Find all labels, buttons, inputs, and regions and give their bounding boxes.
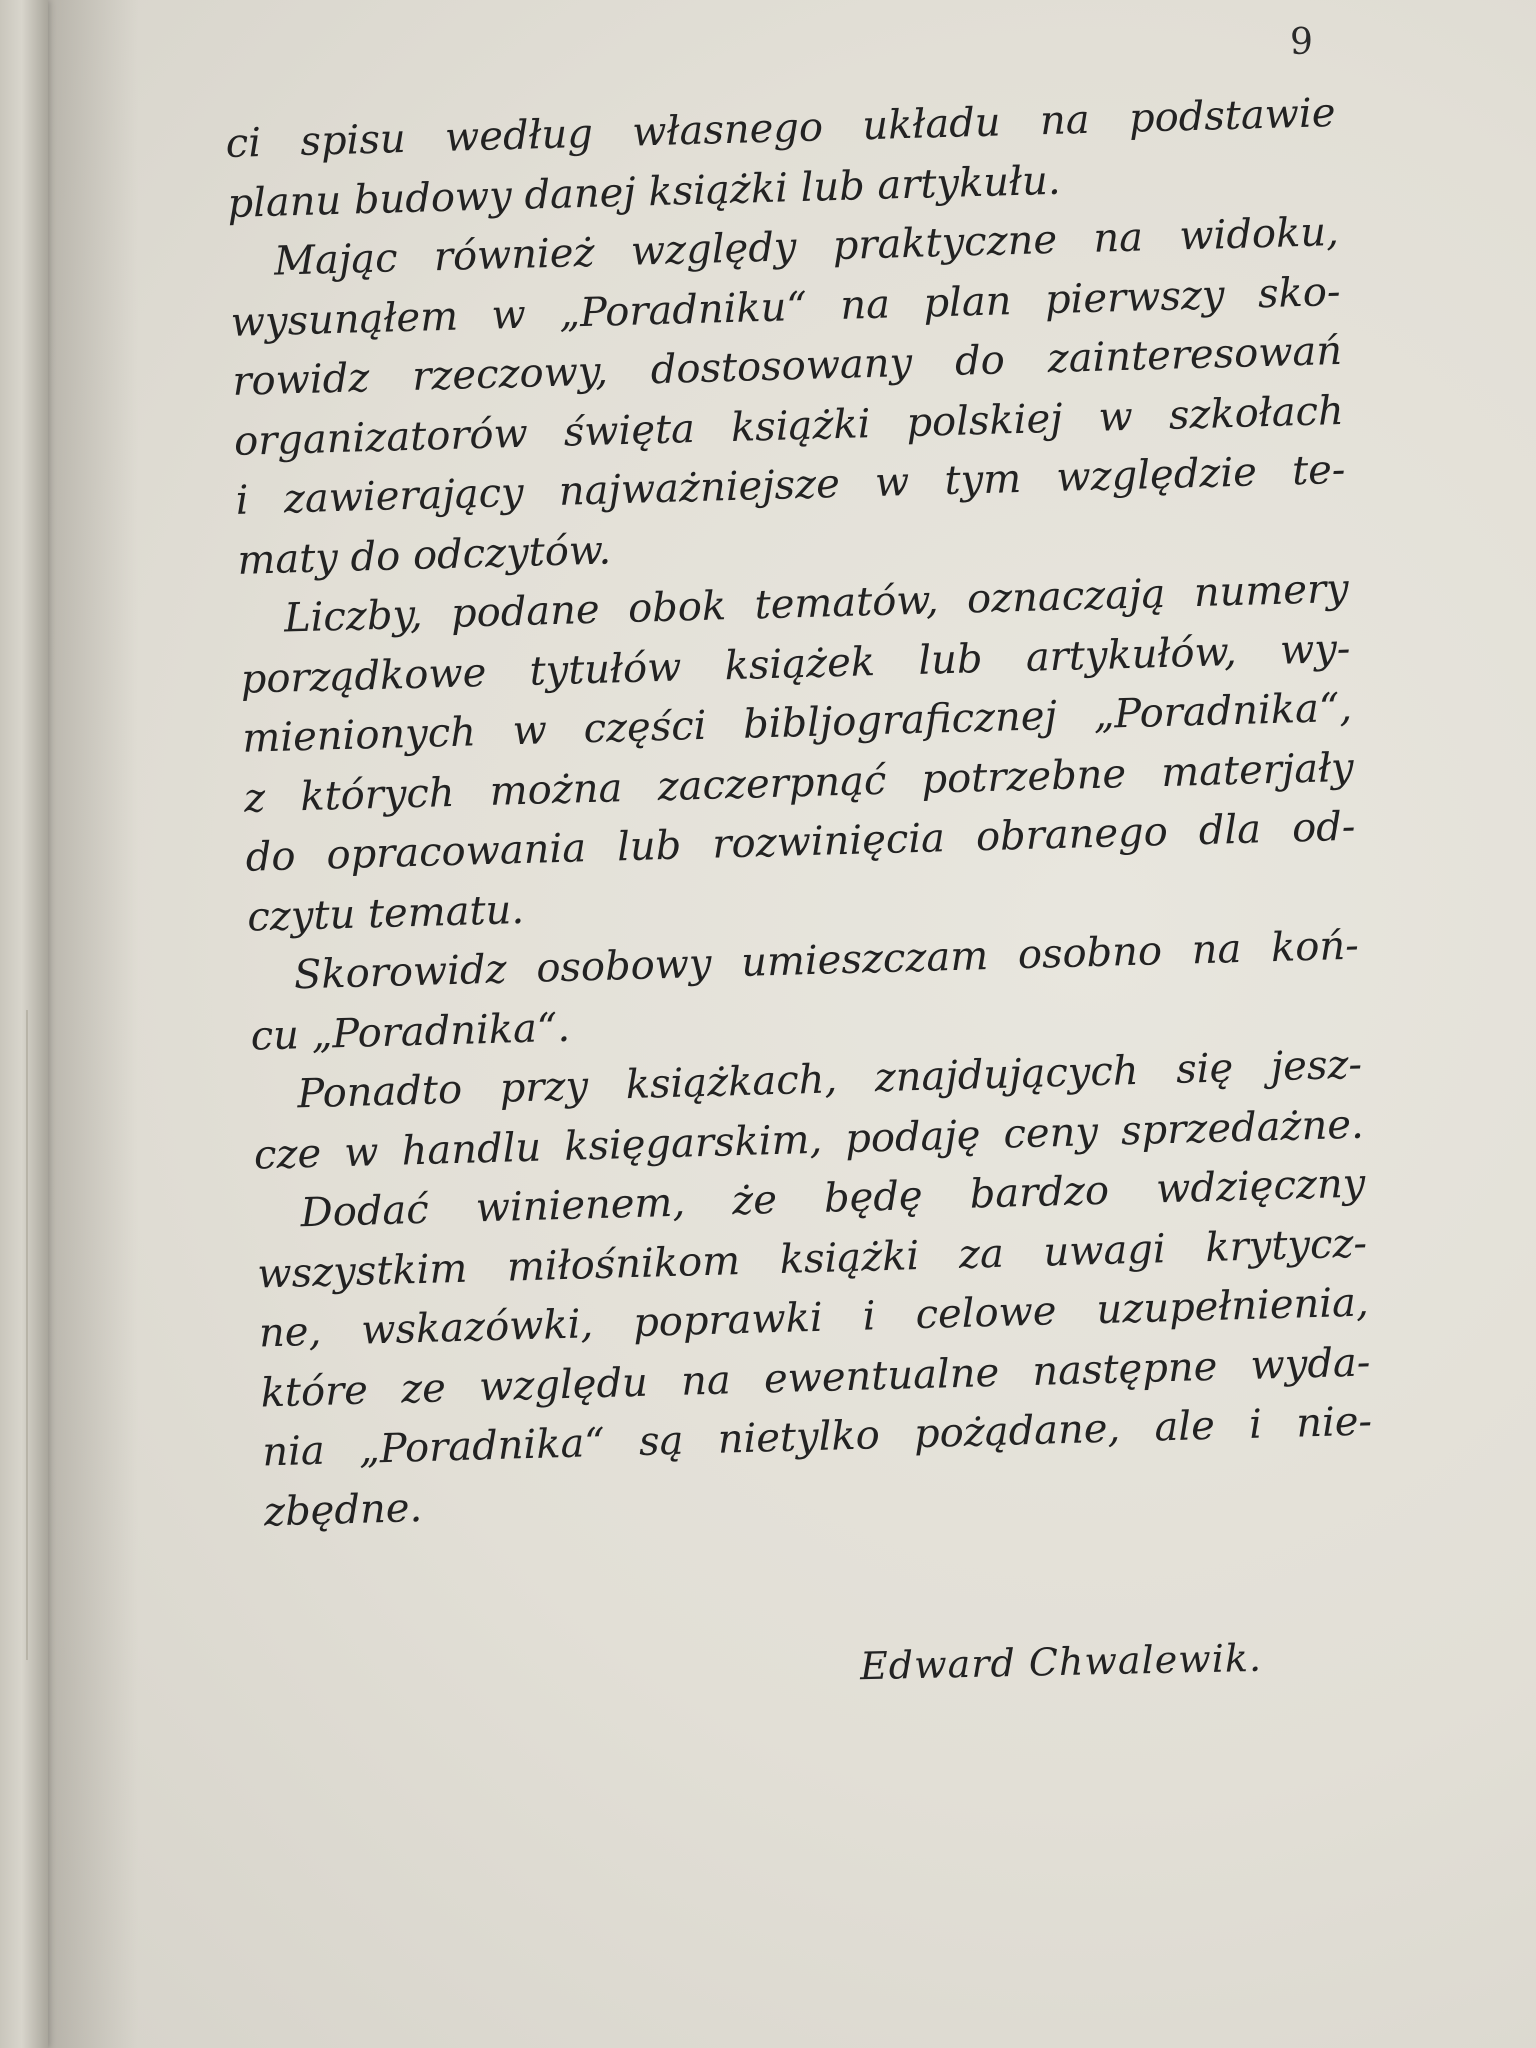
gutter-shadow	[48, 0, 138, 2048]
text-line: mienionych w części bibljograficznej „Poradnika“,	[241, 684, 1353, 762]
previous-page-edge	[0, 0, 48, 2048]
text-line: maty do odczytów.	[236, 526, 612, 584]
text-line: które ze względu na ewentualne następne wyda-	[260, 1339, 1371, 1416]
text-line: Ponadto przy książkach, znajdujących się jesz-	[296, 1041, 1363, 1118]
text-line: planu budowy danej książki lub artykułu.	[226, 157, 1062, 227]
text-line: ne, wskazówki, poprawki i celowe uzupełnienia,	[258, 1279, 1370, 1357]
text-line: wszystkim miłośnikom książki za uwagi krytycz-	[256, 1220, 1368, 1298]
text-line: czytu tematu.	[246, 886, 525, 941]
text-line: Liczby, podane obok tematów, oznaczają numery	[283, 565, 1350, 642]
text-line: i zawierający najważniejsze w tym względzie te-	[235, 446, 1346, 524]
text-line: z których można zaczerpnąć potrzebne materjały	[243, 744, 1355, 822]
text-line: nia „Poradnika“ są nietylko pożądane, ale i nie-	[261, 1398, 1373, 1476]
page-edge-line	[26, 1010, 28, 1660]
text-line: cu „Poradnika“.	[250, 1004, 571, 1060]
author-signature: Edward Chwalewik.	[859, 1635, 1263, 1689]
body-text	[225, 84, 1374, 1542]
text-line: ci spisu według własnego układu na podstawie	[225, 90, 1337, 167]
text-line: Dodać winienem, że będę bardzo wdzięczny	[300, 1160, 1366, 1237]
text-line: wysunąłem w „Poradniku“ na plan pierwszy sko-	[230, 268, 1342, 346]
text-line: porządkowe tytułów książek lub artykułów, wy-	[240, 625, 1351, 703]
text-line: organizatorów święta książki polskiej w szkołach	[233, 387, 1345, 465]
text-line: Mając również względy praktyczne na widoku,	[273, 208, 1340, 285]
text-line: Skorowidz osobowy umieszczam osobno na koń-	[293, 922, 1360, 999]
text-line: do opracowania lub rozwinięcia obranego dla od-	[245, 803, 1356, 881]
text-line: zbędne.	[263, 1484, 423, 1535]
text-line: rowidz rzeczowy, dostosowany do zainteresowań	[231, 327, 1343, 405]
page-number: 9	[1290, 22, 1313, 63]
text-line: cze w handlu księgarskim, podaję ceny sprzedażne.	[253, 1101, 1365, 1179]
